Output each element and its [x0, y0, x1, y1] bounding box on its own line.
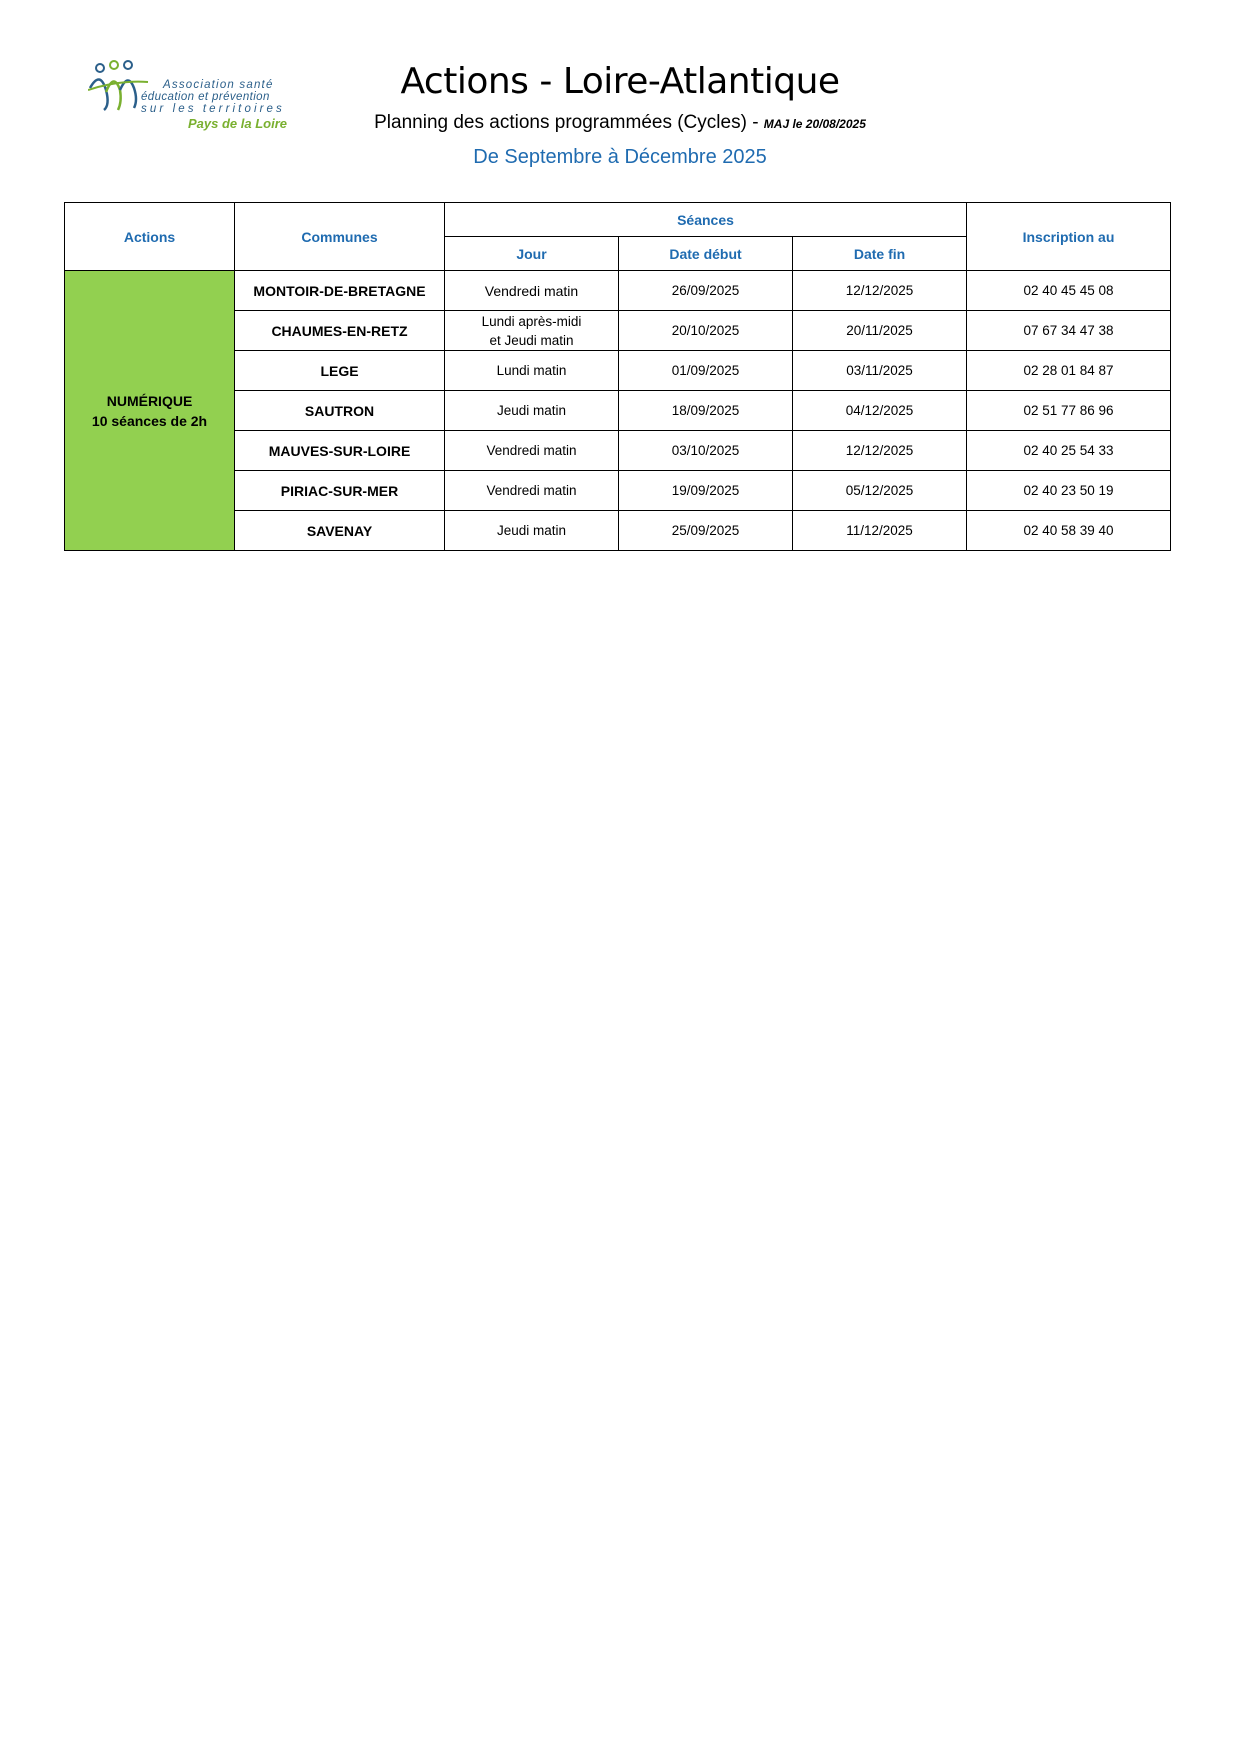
page-title: Actions - Loire-Atlantique	[400, 61, 840, 102]
commune-cell: PIRIAC-SUR-MER	[235, 471, 445, 511]
date-fin-cell: 12/12/2025	[793, 431, 967, 471]
jour-cell	[445, 311, 619, 351]
phone-cell: 02 51 77 86 96	[967, 391, 1171, 431]
subtitle-text: Planning des actions programmées (Cycles)	[374, 112, 747, 133]
commune-cell: MAUVES-SUR-LOIRE	[235, 431, 445, 471]
jour-line-1: Lundi après-midi	[481, 313, 582, 329]
header-actions: Actions	[65, 203, 235, 271]
commune-cell: MONTOIR-DE-BRETAGNE	[235, 271, 445, 311]
date-fin-cell: 04/12/2025	[793, 391, 967, 431]
date-debut-cell: 20/10/2025	[619, 311, 793, 351]
date-debut-cell: 01/09/2025	[619, 351, 793, 391]
jour-cell: Lundi matin	[445, 351, 619, 391]
action-name: NUMÉRIQUE	[106, 392, 193, 409]
header-inscription: Inscription au	[967, 203, 1171, 271]
page-subtitle	[300, 110, 940, 137]
commune-cell: SAUTRON	[235, 391, 445, 431]
date-debut-cell: 19/09/2025	[619, 471, 793, 511]
subtitle-separator: -	[752, 112, 759, 133]
action-detail: 10 séances de 2h	[91, 412, 208, 429]
header-communes: Communes	[235, 203, 445, 271]
header-seances: Séances	[445, 203, 967, 237]
jour-cell: Vendredi matin	[445, 271, 619, 311]
header-date-fin: Date fin	[793, 237, 967, 271]
update-date: MAJ le 20/08/2025	[763, 117, 866, 131]
date-fin-cell: 03/11/2025	[793, 351, 967, 391]
phone-cell: 02 28 01 84 87	[967, 351, 1171, 391]
phone-cell: 02 40 58 39 40	[967, 511, 1171, 551]
action-cell	[65, 271, 235, 551]
phone-cell: 02 40 23 50 19	[967, 471, 1171, 511]
logo-line-2: éducation et prévention	[141, 91, 270, 103]
date-debut-cell: 03/10/2025	[619, 431, 793, 471]
date-fin-cell: 12/12/2025	[793, 271, 967, 311]
jour-cell: Vendredi matin	[445, 471, 619, 511]
logo-region: Pays de la Loire	[188, 116, 287, 131]
jour-cell: Jeudi matin	[445, 511, 619, 551]
phone-cell: 02 40 45 45 08	[967, 271, 1171, 311]
date-fin-cell: 05/12/2025	[793, 471, 967, 511]
phone-cell: 07 67 34 47 38	[967, 311, 1171, 351]
jour-cell: Vendredi matin	[445, 431, 619, 471]
commune-cell: LEGE	[235, 351, 445, 391]
date-fin-cell: 11/12/2025	[793, 511, 967, 551]
date-debut-cell: 18/09/2025	[619, 391, 793, 431]
header-date-debut: Date début	[619, 237, 793, 271]
jour-line-2: et Jeudi matin	[489, 332, 574, 348]
header-jour: Jour	[445, 237, 619, 271]
date-debut-cell: 25/09/2025	[619, 511, 793, 551]
jour-cell: Jeudi matin	[445, 391, 619, 431]
commune-cell: SAVENAY	[235, 511, 445, 551]
logo-line-3: sur les territoires	[141, 103, 285, 115]
commune-cell: CHAUMES-EN-RETZ	[235, 311, 445, 351]
date-debut-cell: 26/09/2025	[619, 271, 793, 311]
table-row	[65, 271, 1171, 311]
association-logo	[88, 58, 298, 136]
period-heading: De Septembre à Décembre 2025	[473, 146, 767, 168]
date-fin-cell: 20/11/2025	[793, 311, 967, 351]
logo-line-1: Association santé	[163, 79, 274, 91]
planning-table	[64, 202, 1171, 551]
phone-cell: 02 40 25 54 33	[967, 431, 1171, 471]
